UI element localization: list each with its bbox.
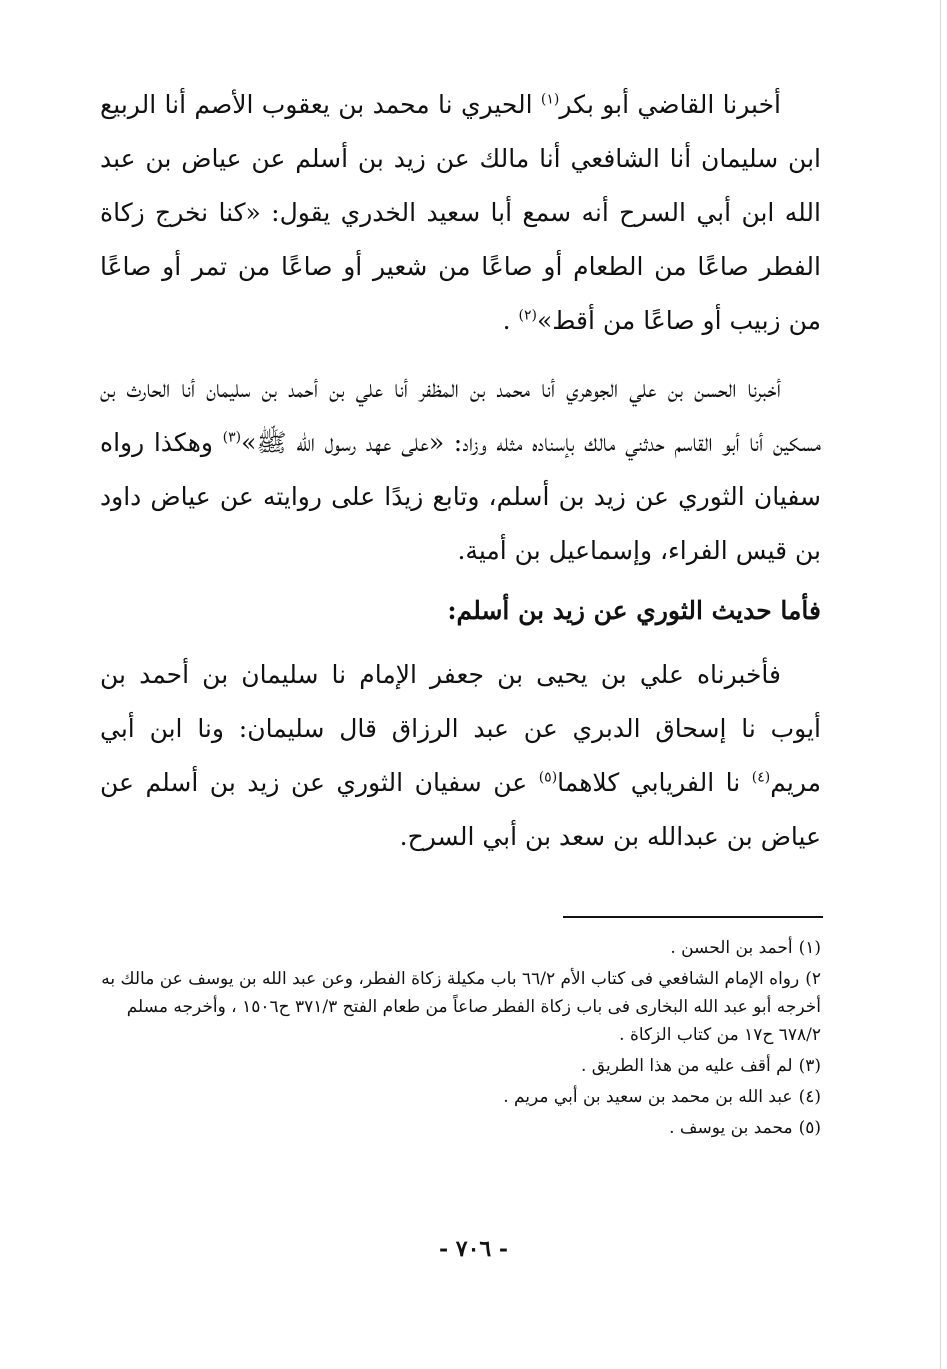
footnote-2 (100, 965, 821, 1049)
footnote-ref-5: (٥) (538, 769, 558, 786)
footnote-number: (١) (798, 938, 821, 958)
main-text (100, 78, 821, 864)
page-number: - ٧٠٦ - (438, 1236, 509, 1262)
footnote-text: رواه الإمام الشافعي فى كتاب الأم ٦٦/٢ باب مكيلة زكاة الفطر، وعن عبد الله بن يوسف عن مالك به أخرجه أبو عبد الله البخارى فى باب زكاة الفطر صاعاً من طعام الفتح ٣٧١/٣ ح١٥٠٦ ، وأخرجه مسلم ٦٧٨/٢ ح١٧ من كتاب الزكاة . (101, 969, 821, 1045)
paragraph-2-text-b: وهكذا رواه سفيان الثوري عن زيد بن أسلم، وتابع زيدًا على روايته عن عياض داود بن قيس الفراء، وإسماعيل بن أمية. (100, 428, 821, 565)
paragraph-1-end: . (502, 306, 519, 335)
footnote-number: (٣) (798, 1056, 821, 1076)
paragraph-2 (100, 362, 821, 578)
paragraph-3 (100, 648, 821, 864)
footnote-text: لم أقف عليه من هذا الطريق . (580, 1056, 793, 1076)
footnote-3 (100, 1052, 821, 1080)
paragraph-2-text-a: أخبرنا الحسن بن علي الجوهري أنا محمد بن المظفر أنا علي بن أحمد بن سليمان أنا الحارث بن مسكين أنا أبو القاسم حدثني مالك بإسناده مثله وزاد: «على عهد رسول الله ﷺ» (100, 374, 821, 457)
paragraph-3-text-a: فأخبرناه علي بن يحيى بن جعفر الإمام نا سليمان بن أحمد بن أيوب نا إسحاق الدبري عن عبد الرزاق قال سليمان: ونا ابن أبي مريم (100, 660, 821, 797)
paragraph-1-text-b: الحيري نا محمد بن يعقوب الأصم أنا الربيع ابن سليمان أنا الشافعي أنا مالك عن زيد بن أسلم عن عياض بن عبد الله ابن أبي السرح أنه سمع أبا سعيد الخدري يقول: «كنا نخرج زكاة الفطر صاعًا من الطعام أو صاعًا من شعير أو صاعًا من تمر أو صاعًا من زبيب أو صاعًا من أقط» (100, 90, 821, 335)
footnote-separator (563, 916, 823, 918)
footnote-number: (٥) (798, 1118, 821, 1138)
footnotes (100, 934, 821, 1145)
paragraph-3-text-c: عن سفيان الثوري عن زيد بن أسلم عن عياض بن عبدالله بن سعد بن أبي السرح. (100, 768, 821, 851)
section-heading: فأما حديث الثوري عن زيد بن أسلم: (447, 596, 821, 625)
paragraph-1 (100, 78, 821, 348)
footnote-ref-1: (١) (540, 91, 560, 108)
scan-edge-line (940, 0, 941, 1369)
footnote-number: ٢) (805, 969, 821, 989)
footnote-ref-4: (٤) (751, 769, 771, 786)
footnote-number: (٤) (798, 1087, 821, 1107)
paragraph-1-text-a: أخبرنا القاضي أبو بكر (559, 90, 781, 119)
footnote-ref-3: (٣) (222, 429, 242, 446)
paragraph-3-text-b: نا الفريابي كلاهما (557, 768, 752, 797)
footnote-text: أحمد بن الحسن . (670, 938, 793, 958)
footnote-text: عبد الله بن محمد بن سعيد بن أبي مريم . (503, 1087, 793, 1107)
footnote-5 (100, 1114, 821, 1142)
footnote-text: محمد بن يوسف . (669, 1118, 793, 1138)
footnote-1 (100, 934, 821, 962)
footnote-4 (100, 1083, 821, 1111)
footnote-ref-2: (٢) (518, 307, 537, 324)
